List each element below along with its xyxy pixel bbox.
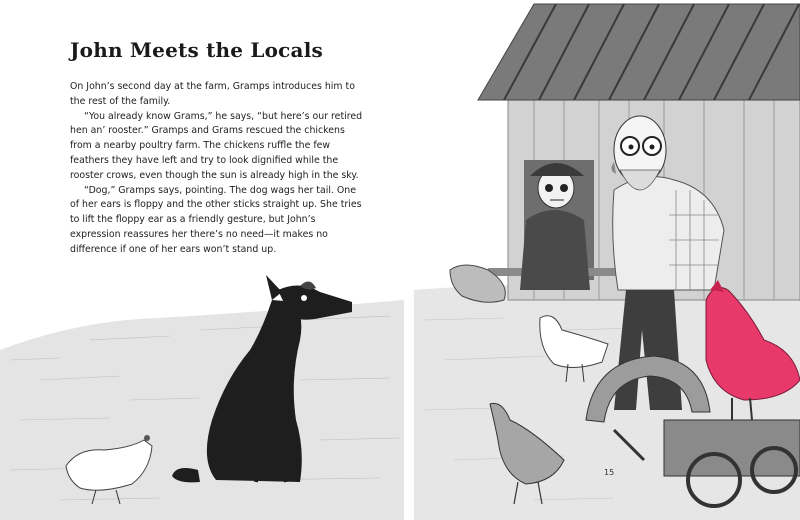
book-gutter xyxy=(404,0,414,520)
grass-field xyxy=(0,300,404,520)
right-page xyxy=(414,0,800,520)
right-illustration xyxy=(414,0,800,520)
page-title: John Meets the Locals xyxy=(70,38,323,62)
dog-eye xyxy=(301,295,307,301)
story-paragraph: “You already know Grams,” he says, “but here’s our retired hen an’ rooster.” Gramps and Grams rescued the chickens from a nearby poultry farm. The chickens ruffle the few feathers they have left and try to look dignified while the rooster crows, even though the sun is already high in the sky. xyxy=(70,110,363,181)
story-paragraph: On John’s second day at the farm, Gramps introduces him to the rest of the family. xyxy=(70,81,355,107)
story-paragraph: “Dog,” Gramps says, pointing. The dog wags her tail. One of her ears is floppy and the other sticks straight up. She tries to lift the floppy ear as a friendly gesture, but John’s expression reassures her there’s no need—it makes no difference if one of her ears won’t stand up. xyxy=(70,184,362,255)
page-number: 15 xyxy=(604,468,615,477)
story-body xyxy=(70,80,366,258)
barn-roof xyxy=(478,4,800,100)
